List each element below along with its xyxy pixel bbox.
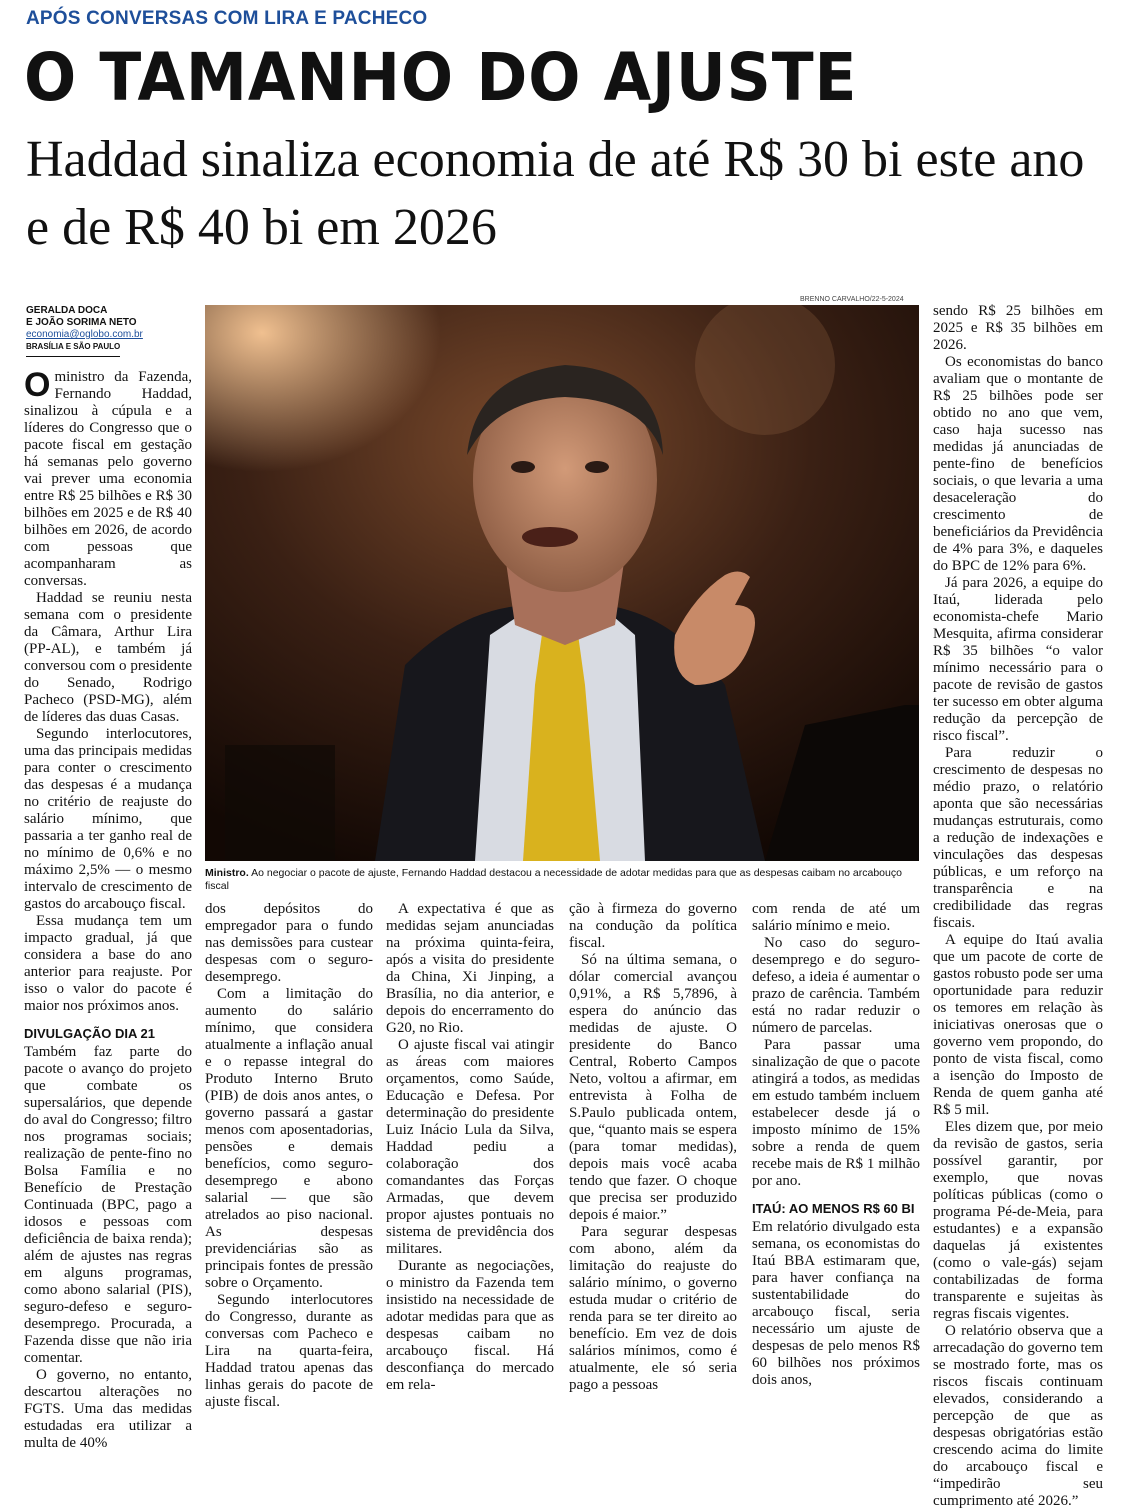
subhead: ITAÚ: AO MENOS R$ 60 BI: [752, 1201, 915, 1216]
caption-lead: Ministro.: [205, 867, 249, 879]
paragraph: Em relatório divulgado esta semana, os economistas do Itaú BBA estimaram que, para haver confiança na sustentabilidade do arcabouço fiscal, seria necessário um ajuste de despesas de pelo menos R$ 60 bilhões nos próximos dois anos,: [752, 1219, 920, 1388]
paragraph: Essa mudança tem um impacto gradual, já que considera a base do ano anterior para reajuste. Por isso o valor do pacote é maior nos próximos anos.: [24, 913, 192, 1014]
column-5: [752, 901, 920, 1389]
photo-caption: [205, 867, 919, 893]
photo-illustration: [205, 305, 919, 861]
paragraph: sendo R$ 25 bilhões em 2025 e R$ 35 bilhões em 2026.: [933, 303, 1103, 353]
paragraph: Para segurar despesas com abono, além da limitação do reajuste do salário mínimo, o governo estuda mudar o critério de renda para se ter direito ao benefício. Em vez de dois salários mínimos, como é atualmente, ele só seria pago a pessoas: [569, 1224, 737, 1393]
article-headline: O TAMANHO DO AJUSTE: [24, 39, 858, 116]
byline-author-1: GERALDA DOCA: [26, 305, 108, 316]
column-2: [205, 901, 373, 1411]
paragraph: ção à firmeza do governo na condução da política fiscal.: [569, 901, 737, 951]
paragraph: Segundo interlocutores, uma das principais medidas para conter o crescimento das despesas é a mudança no critério de reajuste do salário mínimo, que passaria a ter ganho real de no mínimo de 0,6% e no máximo 2,5% — o mesmo intervalo de crescimento de gastos do arcabouço fiscal.: [24, 726, 192, 912]
paragraph: Só na última semana, o dólar comercial avançou 0,91%, a R$ 5,7896, à espera do anúncio das medidas de ajuste. O presidente do Banco Central, Roberto Campos Neto, voltou a afirmar, em entrevista à Folha de S.Paulo publicada ontem, que, “quanto mais se espera (para tomar medidas), depois mais você acaba tendo que fazer. O choque que precisa ser produzido depois é maior.”: [569, 952, 737, 1223]
paragraph: Eles dizem que, por meio da revisão de gastos, seria possível garantir, por exemplo, que novas políticas públicas (como o programa Pé-de-Meia, para estudantes) e a expansão daquelas já existentes (como o vale-gás) sejam contabilizadas de forma transparente e sujeitas às regras fiscais vigentes.: [933, 1119, 1103, 1322]
paragraph: O ajuste fiscal vai atingir as áreas com maiores orçamentos, como Saúde, Educação e Defesa. Por determinação do presidente Luiz Inácio Lula da Silva, Haddad pediu a colaboração dos comandantes das Forças Armadas, que devem propor ajustes pontuais no sistema de previdência dos militares.: [386, 1037, 554, 1257]
byline: [26, 305, 201, 357]
paragraph: Oministro da Fazenda, Fernando Haddad, sinalizou à cúpula e a líderes do Congresso que o pacote fiscal em gestação há semanas pelo governo vai prever uma economia entre R$ 25 bilhões e R$ 30 bilhões em 2025 e de R$ 40 bilhões em 2026, de acordo com pessoas que acompanharam as conversas.: [24, 366, 192, 589]
paragraph: O relatório observa que a arrecadação do governo tem se mostrado forte, mas os riscos fiscais continuam elevados, considerando a percepção de que as despesas obrigatórias estão crescendo acima do limite do arcabouço fiscal e “impedirão seu cumprimento até 2026.”: [933, 1323, 1103, 1509]
paragraph: Durante as negociações, o ministro da Fazenda tem insistido na necessidade de adotar medidas para que as despesas caibam no arcabouço fiscal. Há desconfiança do mercado em rela-: [386, 1258, 554, 1393]
article-kicker: APÓS CONVERSAS COM LIRA E PACHECO: [26, 8, 428, 29]
caption-text: Ao negociar o pacote de ajuste, Fernando Haddad destacou a necessidade de adotar medidas para que as despesas caibam no arcabouço fiscal: [205, 867, 902, 892]
dropcap: O: [24, 366, 51, 404]
paragraph: Com a limitação do aumento do salário mínimo, que considera atualmente a inflação anual e o repasse integral do Produto Interno Bruto (PIB) de dois anos antes, o governo passará a gastar menos com aposentadorias, pensões e demais benefícios, como seguro-desemprego e abono salarial — que são atrelados ao piso nacional. As despesas previdenciárias são as principais fontes de pressão sobre o Orçamento.: [205, 986, 373, 1291]
article-deck: Haddad sinaliza economia de até R$ 30 bi este ano e de R$ 40 bi em 2026: [26, 131, 1085, 256]
paragraph: A equipe do Itaú avalia que um pacote de corte de gastos robusto pode ser uma oportunidade para reduzir os temores em relação às iniciativas onerosas que o governo vem propondo, do ponto de vista fiscal, como a isenção do Imposto de Renda de quem ganha até R$ 5 mil.: [933, 932, 1103, 1118]
paragraph: O governo, no entanto, descartou alterações no FGTS. Uma das medidas estudadas era utilizar a multa de 40%: [24, 1367, 192, 1451]
byline-author-2: E JOÃO SORIMA NETO: [26, 317, 137, 328]
byline-location: BRASÍLIA E SÃO PAULO: [26, 341, 120, 357]
article-photo: [205, 305, 919, 861]
paragraph: Para reduzir o crescimento de despesas no médio prazo, o relatório aponta que são necessárias mudanças estruturais, como a redução de indexações e vinculações das despesas públicas, e um reforço na transparência e na credibilidade das regras fiscais.: [933, 745, 1103, 931]
column-1: [24, 366, 192, 1452]
paragraph: com renda de até um salário mínimo e meio.: [752, 901, 920, 934]
paragraph: Também faz parte do pacote o avanço do projeto que combate os supersalários, que depende do aval do Congresso; filtro nos programas sociais; realização de pente-fino no Bolsa Família e no Benefício de Prestação Continuada (BPC, pago a idosos e pessoas com deficiência de baixa renda); além de ajustes nas regras em alguns programas, como abono salarial (PIS), seguro-defeso e seguro-desemprego. Procurada, a Fazenda disse que não iria comentar.: [24, 1044, 192, 1366]
subhead: DIVULGAÇÃO DIA 21: [24, 1026, 155, 1041]
paragraph: Para passar uma sinalização de que o pacote atingirá a todos, as medidas em estudo também incluem estabelecer desde já o imposto mínimo de 15% sobre a renda de quem recebe mais de R$ 1 milhão por ano.: [752, 1037, 920, 1189]
byline-email-link[interactable]: economia@oglobo.com.br: [26, 329, 143, 340]
paragraph: Os economistas do banco avaliam que o montante de R$ 25 bilhões pode ser obtido no ano que vem, caso haja sucesso nas medidas já anunciadas de pente-fino de benefícios sociais, o que levaria a uma desaceleração do crescimento de beneficiários da Previdência de 4% para 3%, e daqueles do BPC de 12% para 6%.: [933, 354, 1103, 574]
paragraph: Já para 2026, a equipe do Itaú, liderada pelo economista-chefe Mario Mesquita, afirma considerar R$ 35 bilhões “o valor mínimo necessário para o pacote de revisão de gastos ter sucesso em obter alguma redução da percepção de risco fiscal”.: [933, 575, 1103, 744]
column-3: [386, 901, 554, 1394]
paragraph: A expectativa é que as medidas sejam anunciadas na próxima quinta-feira, após a visita do presidente da China, Xi Jinping, a Brasília, no dia anterior, e depois do encerramento do G20, no Rio.: [386, 901, 554, 1036]
column-6: [933, 303, 1103, 1510]
column-4: [569, 901, 737, 1394]
paragraph: Haddad se reuniu nesta semana com o presidente da Câmara, Arthur Lira (PP-AL), e também já conversou com o presidente do Senado, Rodrigo Pacheco (PSD-MG), além de líderes das duas Casas.: [24, 590, 192, 725]
paragraph: dos depósitos do empregador para o fundo nas demissões para custear despesas com o seguro-desemprego.: [205, 901, 373, 985]
paragraph: Segundo interlocutores do Congresso, durante as conversas com Pacheco e Lira na quarta-feira, Haddad tratou apenas das linhas gerais do pacote de ajuste fiscal.: [205, 1292, 373, 1410]
paragraph: No caso do seguro-desemprego e do seguro-defeso, a ideia é aumentar o prazo de carência. Também está no radar reduzir o número de parcelas.: [752, 935, 920, 1036]
photo-credit: BRENNO CARVALHO/22-5-2024: [800, 296, 904, 303]
